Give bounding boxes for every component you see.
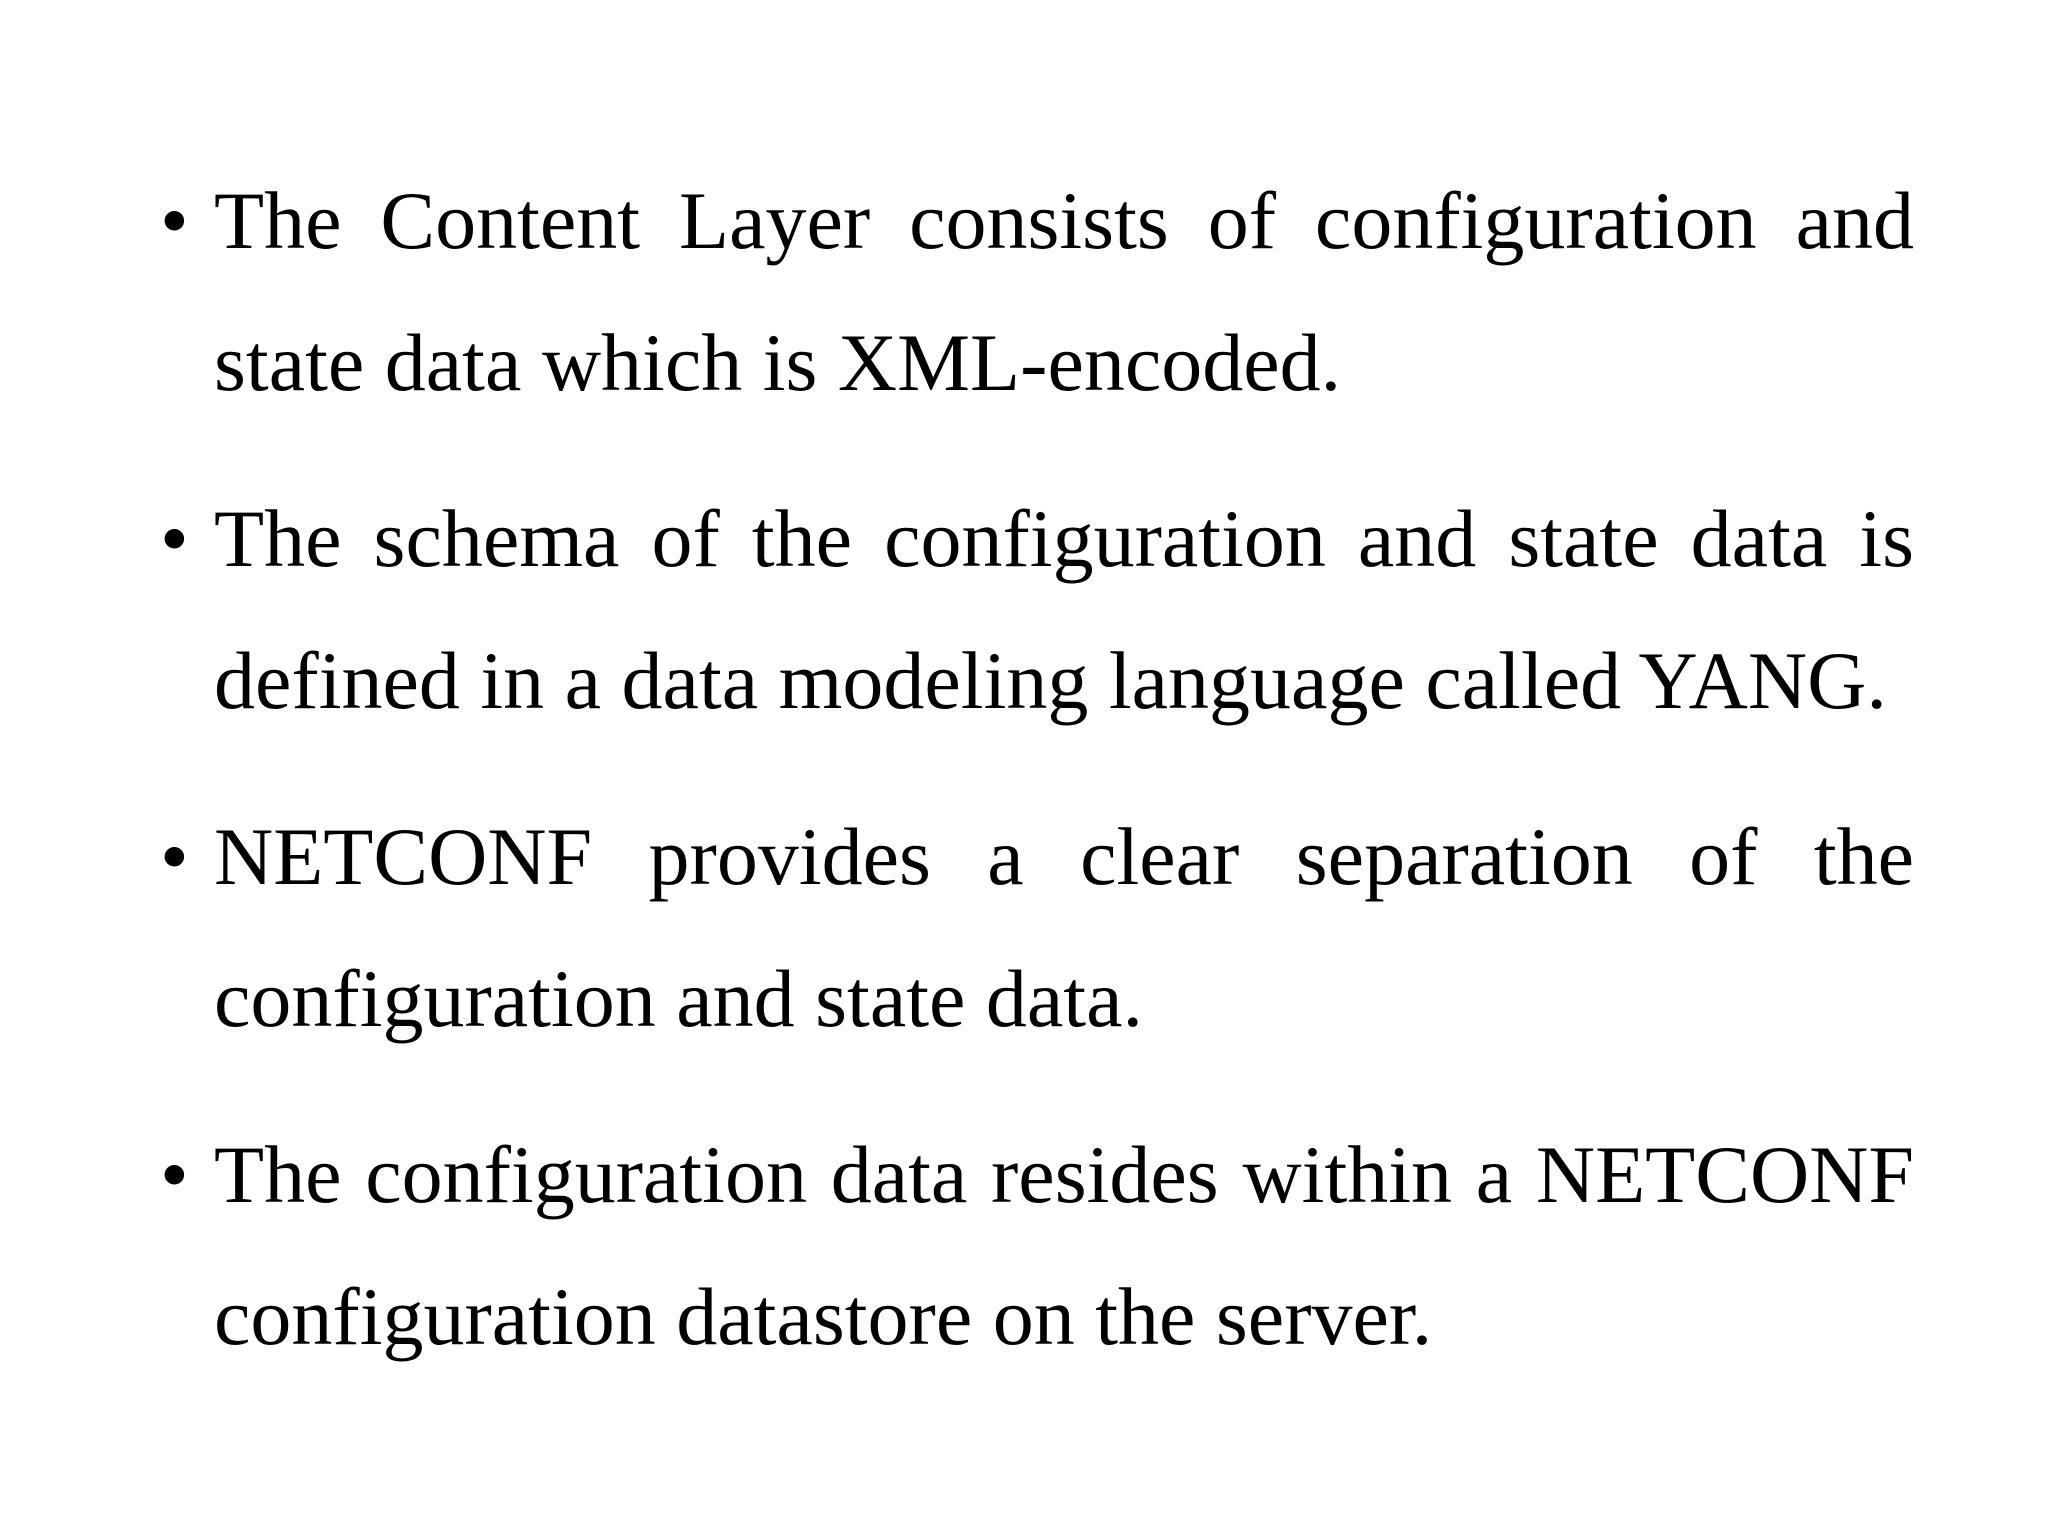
bullet-text: The Content Layer consists of configuration and state data which is XML-encoded. (214, 175, 1914, 408)
bullet-text: The schema of the configuration and state data is defined in a data modeling language called YANG. (214, 493, 1914, 726)
bullet-marker: • (160, 811, 189, 902)
bullet-item (160, 468, 1914, 768)
bullet-item (160, 786, 1914, 1086)
bullet-text: The configuration data resides within a NETCONF configuration datastore on the server. (214, 1129, 1914, 1362)
bullet-marker: • (160, 493, 189, 584)
bullet-marker: • (160, 175, 189, 266)
bullet-text: NETCONF provides a clear separation of the configuration and state data. (214, 811, 1914, 1044)
bullet-marker: • (160, 1129, 189, 1220)
bullet-item (160, 150, 1914, 450)
bullet-item (160, 1104, 1914, 1404)
